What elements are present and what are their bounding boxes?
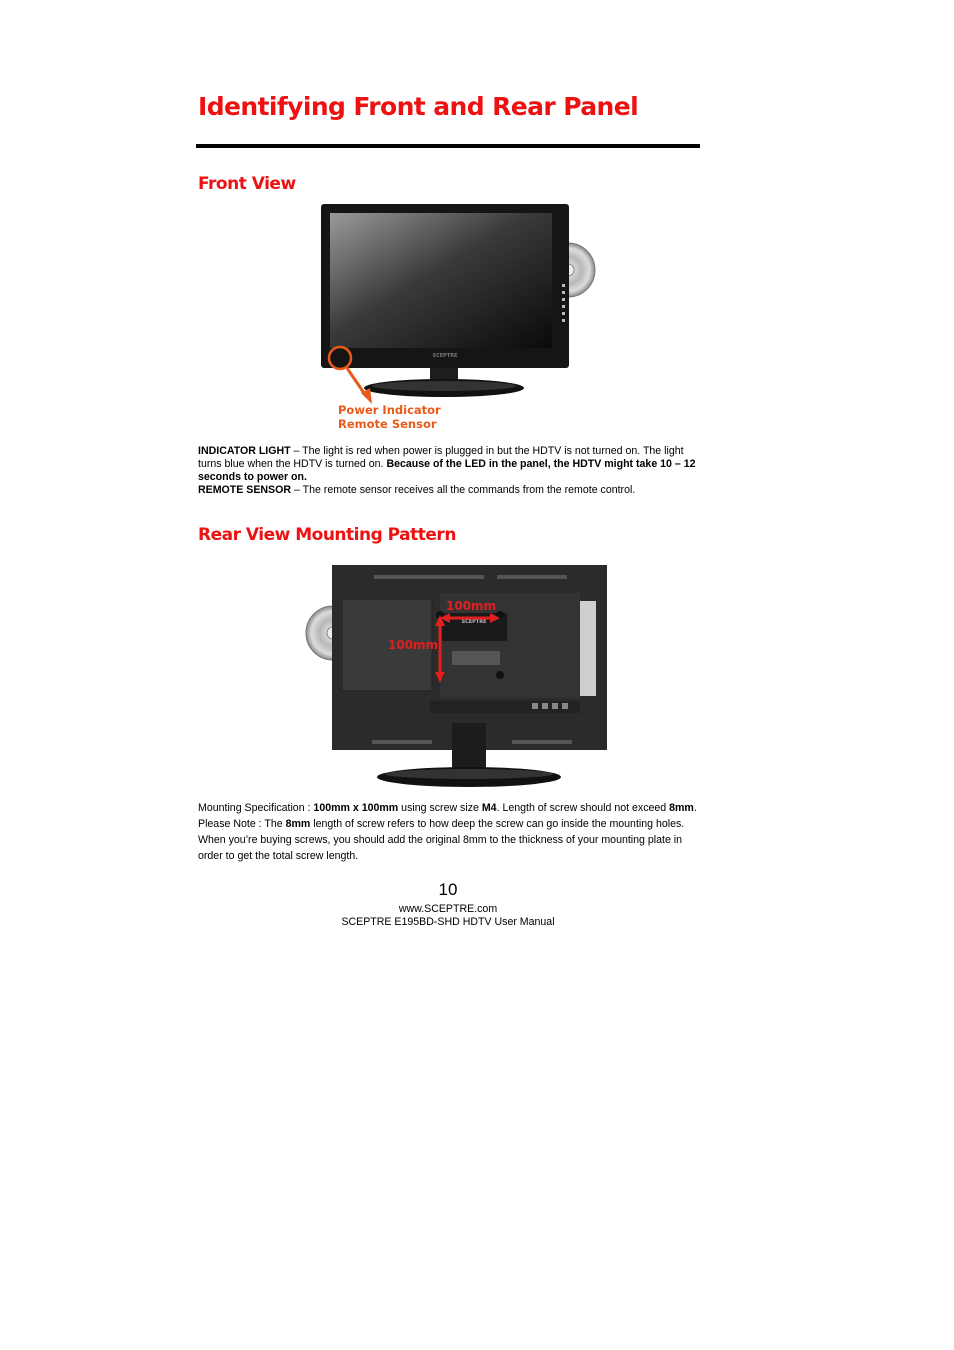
title-divider [196,144,700,148]
callout-power-indicator: Power Indicator [338,403,441,417]
footer-website: www.SCEPTRE.com [398,903,498,915]
footer-manual-title: SCEPTRE E195BD-SHD HDTV User Manual [341,916,555,928]
front-view-illustration [318,200,604,436]
horizontal-dimension-label: 100mm [446,599,497,613]
front-view-heading: Front View [198,174,296,194]
mounting-paragraph: Mounting Specification : 100mm x 100mm using screw size M4. Length of screw should not exceed 8mm. Please Note : The 8mm length of screw refers to how deep the screw can go inside the mounting holes. When you’re buying screws, you should add the original 8mm to the thickness of your mounting plate in order to get the total screw length. [198,802,697,862]
rear-brand-text: SCEPTRE [461,619,487,625]
remote-label: REMOTE SENSOR [198,484,292,496]
indicator-paragraph: INDICATOR LIGHT – The light is red when power is plugged in but the HDTV is not turned on. The light turns blue when the HDTV is turned on. Because of the LED in the panel, the HDTV might take 10 – 12 seconds to power on. [198,445,696,483]
tv-front-icon [321,204,569,397]
page-number: 10 [438,880,458,899]
indicator-label: INDICATOR LIGHT [198,445,291,457]
remote-paragraph: REMOTE SENSOR – The remote sensor receives all the commands from the remote control. [198,484,636,496]
vertical-dimension-label: 100mm [388,638,439,652]
rear-view-heading: Rear View Mounting Pattern [198,525,456,545]
rear-view-illustration [302,563,610,790]
page-title: Identifying Front and Rear Panel [198,92,639,121]
tv-brand-text: SCEPTRE [432,353,458,359]
callout-remote-sensor: Remote Sensor [338,417,437,431]
